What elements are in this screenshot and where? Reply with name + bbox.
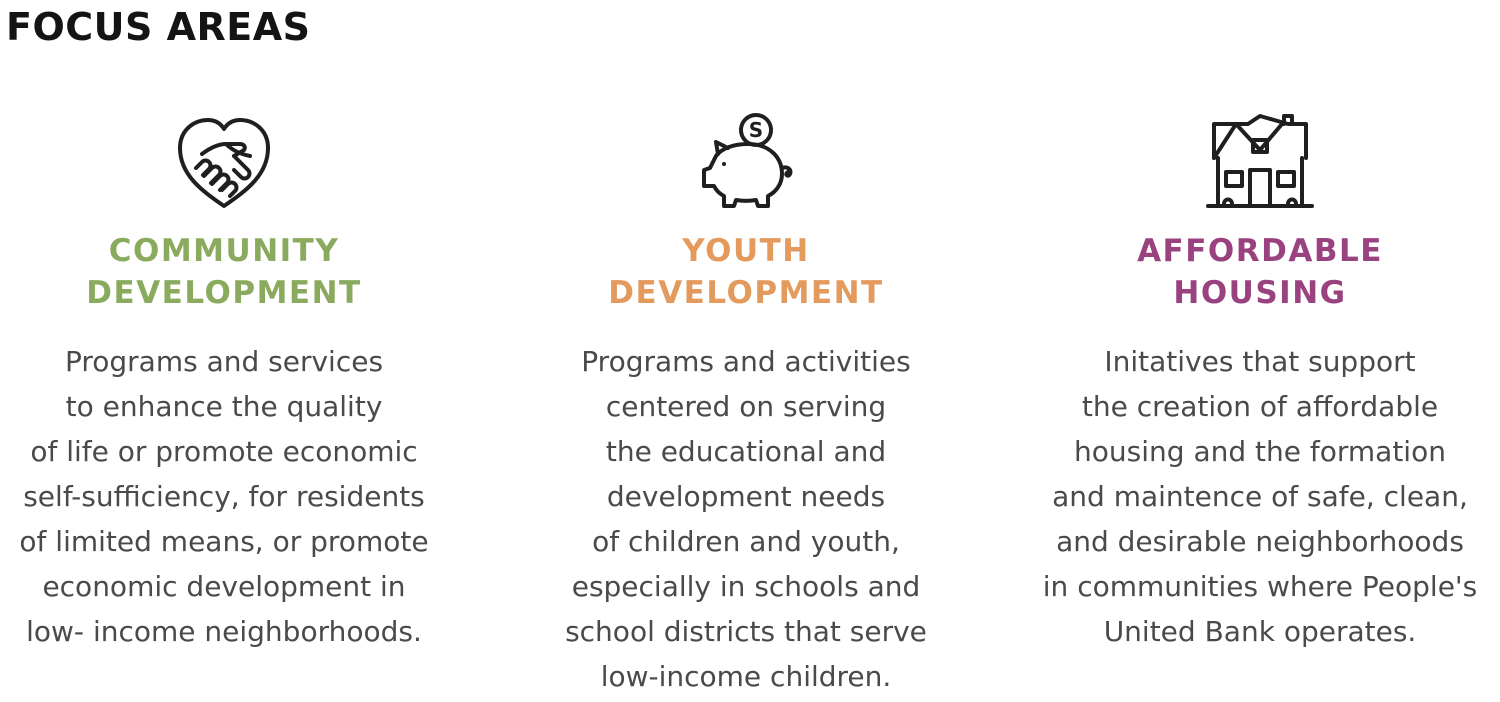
description-line: especially in schools and (571, 570, 921, 603)
description-line: the creation of affordable (1081, 390, 1439, 423)
description-line: economic development in (42, 570, 406, 603)
description-line: and desirable neighborhoods (1056, 525, 1464, 558)
description-line: to enhance the quality (65, 390, 383, 423)
description-line: low- income neighborhoods. (26, 615, 422, 648)
focus-area-description (0, 339, 448, 654)
focus-area-description (520, 339, 972, 699)
focus-area-heading (1020, 230, 1500, 314)
house-icon (1020, 110, 1500, 214)
heading-line: DEVELOPMENT (608, 275, 884, 311)
description-line: of limited means, or promote (19, 525, 429, 558)
description-line: self-sufficiency, for residents (23, 480, 425, 513)
description-line: Programs and services (64, 345, 384, 378)
page-title: FOCUS AREAS (6, 5, 311, 49)
description-line: in communities where People's (1042, 570, 1478, 603)
description-line: and maintence of safe, clean, (1052, 480, 1468, 513)
focus-area-heading (520, 230, 972, 314)
description-line: United Bank operates. (1103, 615, 1417, 648)
heading-line: COMMUNITY (108, 233, 340, 269)
focus-area-heading (0, 230, 448, 314)
heading-line: YOUTH (682, 233, 810, 269)
focus-area-description (1020, 339, 1500, 654)
description-line: the educational and (605, 435, 887, 468)
heading-line: DEVELOPMENT (86, 275, 362, 311)
description-line: low-income children. (600, 660, 892, 693)
heading-line: AFFORDABLE (1137, 233, 1383, 269)
piggy-bank-icon (520, 110, 972, 214)
description-line: development needs (606, 480, 886, 513)
description-line: Programs and activities (581, 345, 911, 378)
description-line: school districts that serve (565, 615, 927, 648)
description-line: of life or promote economic (30, 435, 418, 468)
coin-dollar-glyph: S (748, 118, 764, 142)
description-line: centered on serving (605, 390, 887, 423)
description-line: housing and the formation (1074, 435, 1446, 468)
heading-line: HOUSING (1173, 275, 1347, 311)
description-line: Initatives that support (1104, 345, 1416, 378)
heart-handshake-icon (0, 110, 448, 214)
description-line: of children and youth, (592, 525, 900, 558)
